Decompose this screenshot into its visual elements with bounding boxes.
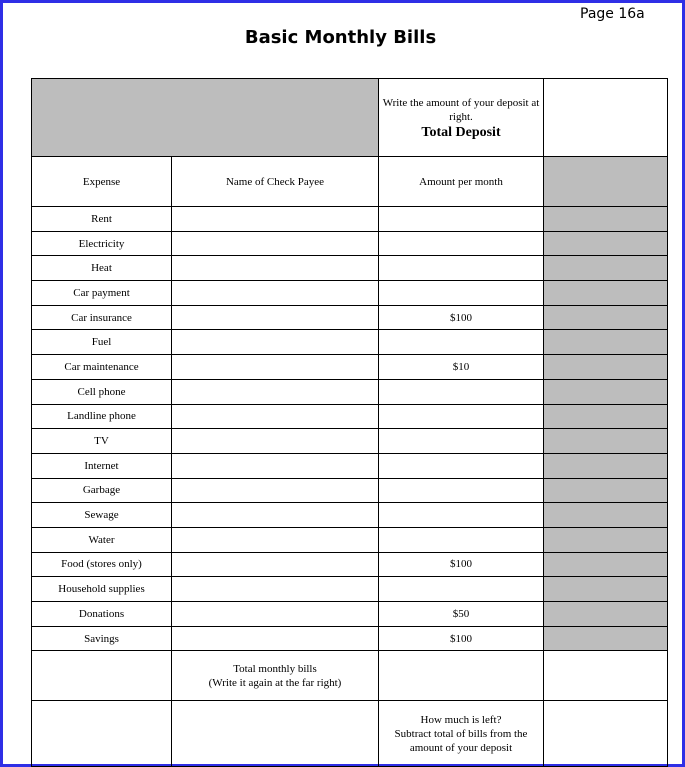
amount-field[interactable] [379,256,544,281]
shaded-cell [544,207,668,232]
shaded-cell [544,379,668,404]
expense-label: Garbage [32,478,172,503]
expense-row [32,453,668,478]
expense-label: Sewage [32,503,172,528]
payee-field[interactable] [172,355,379,380]
amount-field[interactable]: $50 [379,602,544,627]
shaded-cell [544,231,668,256]
total-blank-cell [32,651,172,701]
amount-field[interactable] [379,404,544,429]
how-much-left-row [32,701,668,767]
how-much-left-field[interactable] [544,701,668,767]
deposit-shaded-cell [32,79,379,157]
how-much-left-line2: Subtract total of bills from the [394,727,528,740]
amount-field[interactable] [379,503,544,528]
shaded-cell [544,478,668,503]
expense-label: TV [32,429,172,454]
amount-field[interactable]: $10 [379,355,544,380]
shaded-cell [544,527,668,552]
expense-label: Fuel [32,330,172,355]
deposit-instruction: Write the amount of your deposit at right. [382,96,540,123]
amount-field[interactable] [379,231,544,256]
amount-field[interactable] [379,429,544,454]
expense-label: Heat [32,256,172,281]
expense-row [32,429,668,454]
total-bills-amount-field[interactable] [379,651,544,701]
payee-field[interactable] [172,503,379,528]
payee-field[interactable] [172,527,379,552]
payee-field[interactable] [172,552,379,577]
page-number: Page 16a [580,6,645,22]
payee-field[interactable] [172,281,379,306]
expense-label: Car insurance [32,305,172,330]
expense-row [32,478,668,503]
expense-row [32,404,668,429]
payee-field[interactable] [172,231,379,256]
shaded-cell [544,305,668,330]
deposit-row [32,79,668,157]
payee-field[interactable] [172,478,379,503]
expense-row [32,231,668,256]
shaded-cell [544,281,668,306]
shaded-cell [544,404,668,429]
payee-field[interactable] [172,429,379,454]
expense-row [32,626,668,651]
expense-row [32,577,668,602]
expense-row [32,330,668,355]
expense-row [32,503,668,528]
payee-field[interactable] [172,577,379,602]
payee-field[interactable] [172,453,379,478]
expense-row [32,207,668,232]
expense-row [32,552,668,577]
payee-field[interactable] [172,256,379,281]
shaded-cell [544,626,668,651]
total-bills-far-right-field[interactable] [544,651,668,701]
amount-field[interactable]: $100 [379,552,544,577]
expense-label: Car payment [32,281,172,306]
amount-field[interactable] [379,453,544,478]
amount-field[interactable] [379,281,544,306]
expense-label: Water [32,527,172,552]
amount-field[interactable] [379,207,544,232]
total-deposit-field[interactable] [544,79,668,157]
payee-field[interactable] [172,626,379,651]
expense-row [32,355,668,380]
amount-field[interactable] [379,577,544,602]
expense-row [32,281,668,306]
shaded-cell [544,429,668,454]
how-much-left-label [379,701,544,767]
expense-rows [32,207,668,651]
expense-label: Electricity [32,231,172,256]
expense-label: Food (stores only) [32,552,172,577]
amount-field[interactable] [379,478,544,503]
payee-header: Name of Check Payee [172,157,379,207]
expense-label: Internet [32,453,172,478]
payee-field[interactable] [172,379,379,404]
amount-field[interactable] [379,379,544,404]
expense-label: Rent [32,207,172,232]
expense-label: Household supplies [32,577,172,602]
page-title: Basic Monthly Bills [244,27,437,48]
amount-field[interactable]: $100 [379,626,544,651]
shaded-cell [544,577,668,602]
payee-field[interactable] [172,207,379,232]
expense-row [32,379,668,404]
how-much-left-line3: amount of your deposit [409,741,513,754]
amount-field[interactable] [379,330,544,355]
shaded-cell [544,453,668,478]
shaded-cell [544,330,668,355]
total-bills-line2: (Write it again at the far right) [208,676,342,689]
expense-label: Savings [32,626,172,651]
total-bills-row [32,651,668,701]
shaded-cell [544,256,668,281]
payee-field[interactable] [172,404,379,429]
how-much-left-line1: How much is left? [420,713,502,726]
shaded-cell [544,503,668,528]
expense-row [32,527,668,552]
amount-field[interactable]: $100 [379,305,544,330]
expense-header: Expense [32,157,172,207]
left-blank-cell-1 [32,701,172,767]
expense-row [32,305,668,330]
bills-table [31,78,668,767]
header-shaded-cell [544,157,668,207]
total-bills-line1: Total monthly bills [233,662,317,675]
shaded-cell [544,602,668,627]
expense-row [32,602,668,627]
shaded-cell [544,355,668,380]
deposit-instruction-cell [379,79,544,157]
payee-field[interactable] [172,330,379,355]
expense-label: Cell phone [32,379,172,404]
total-deposit-label: Total Deposit [421,124,501,140]
payee-field[interactable] [172,602,379,627]
expense-label: Landline phone [32,404,172,429]
shaded-cell [544,552,668,577]
amount-field[interactable] [379,527,544,552]
header-row [32,157,668,207]
expense-label: Car maintenance [32,355,172,380]
total-bills-label [172,651,379,701]
left-blank-cell-2 [172,701,379,767]
amount-header: Amount per month [379,157,544,207]
expense-label: Donations [32,602,172,627]
expense-row [32,256,668,281]
payee-field[interactable] [172,305,379,330]
